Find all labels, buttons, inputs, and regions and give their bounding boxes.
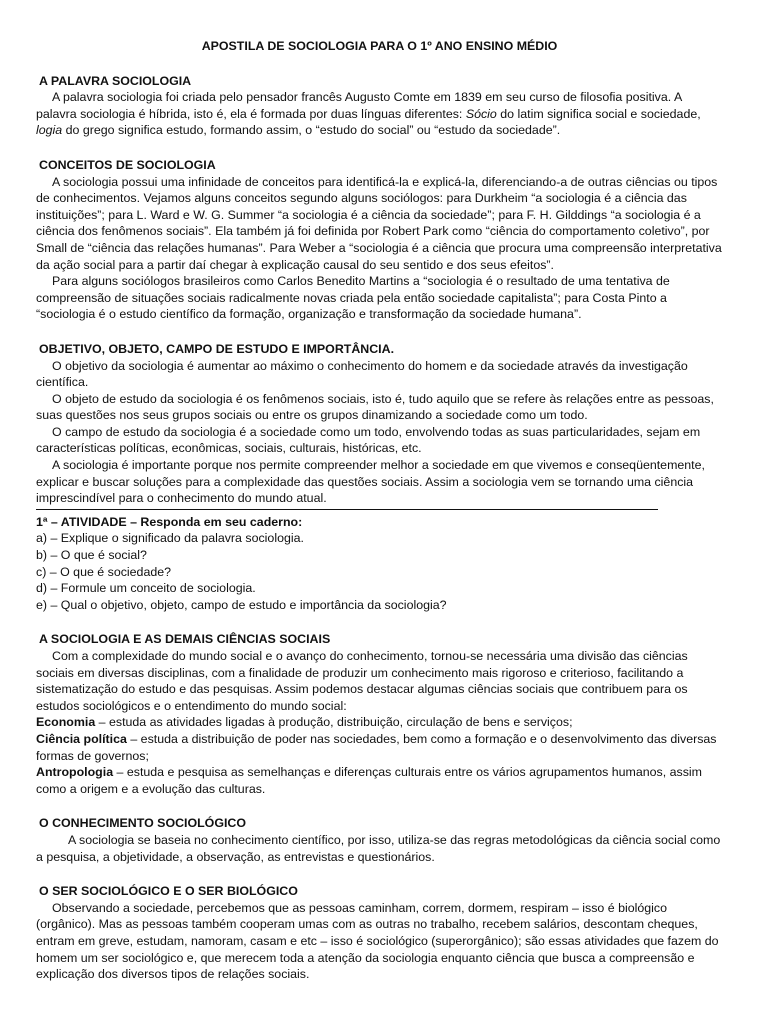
definition-antropologia: Antropologia – estuda e pesquisa as semelhanças e diferenças culturais entre os vários agrupamentos humanos, assim como a origem e a evolução das culturas. (36, 765, 702, 796)
italic-term: Sócio (465, 106, 497, 121)
definition-term: Economia (36, 715, 96, 730)
paragraph: A palavra sociologia foi criada pelo pensador francês Augusto Comte em 1839 em seu curso de filosofia positiva. A palavra sociologia é híbrida, isto é, ela é formada por duas línguas diferentes: Sócio do latim significa social e sociedade, logia do grego significa estudo, formando assim, o “estudo do social” ou “estudo da sociedade”. (36, 90, 701, 138)
activity-item: d) – Formule um conceito de sociologia. (36, 581, 256, 596)
activity-item: b) – O que é social? (36, 548, 147, 563)
section-objetivo (36, 341, 723, 507)
section-heading: OBJETIVO, OBJETO, CAMPO DE ESTUDO E IMPORTÂNCIA. (39, 341, 395, 356)
activity-item: c) – O que é sociedade? (36, 564, 172, 579)
paragraph: O objeto de estudo da sociologia é os fenômenos sociais, isto é, tudo aquilo que se refere às relações entre as pessoas, suas questões nos seus grupos sociais ou entre os grupos dinamizando a sociedade como um todo. (36, 391, 714, 423)
section-heading: A PALAVRA SOCIOLOGIA (39, 73, 192, 88)
definition-ciencia-politica: Ciência política – estuda a distribuição de poder nas sociedades, bem como a formação e o desenvolvimento das diversas formas de governos; (36, 731, 717, 763)
paragraph: A sociologia possui uma infinidade de conceitos para identificá-la e explicá-la, diferenciando-a de outras ciências ou tipos de conhecimentos. Vejamos alguns conceitos segundo alguns sociólogos: para Durkheim “a sociologia é a ciência das instituições”; para L. Ward e W. G. Summer “a sociologia é a ciência da sociedade”; para F. H. Gilddings “a sociologia é a ciência dos fenômenos sociais”. Ela também já foi definida por Robert Park como “ciência do comportamento coletivo”, por Small de “ciência das relações humanas”. Para Weber a “sociologia é a ciência que procura uma compreensão interpretativa da ação social para a partir daí chegar à explicação causal do seu sentido e dos seus efeitos”. (36, 174, 722, 272)
activity-heading: 1ª – ATIVIDADE – Responda em seu caderno: (36, 514, 303, 529)
definition-term: Antropologia (36, 765, 114, 780)
section-ciencias-sociais (36, 631, 723, 797)
paragraph: Com a complexidade do mundo social e o avanço do conhecimento, tornou-se necessária uma divisão das ciências sociais em diversas disciplinas, com a finalidade de produzir um conhecimento mais rigoroso e criterioso, facilitando a sistematização do estudo e das pesquisas. Assim podemos destacar algumas ciências sociais que contribuem para os estudos sociológicos e o entendimento do mundo social: (36, 649, 688, 713)
activity-item: a) – Explique o significado da palavra sociologia. (36, 531, 304, 546)
section-ser-sociologico (36, 883, 723, 983)
definition-term: Ciência política (36, 731, 127, 746)
divider (36, 509, 658, 510)
paragraph: Para alguns sociólogos brasileiros como Carlos Benedito Martins a “sociologia é o resultado de uma tentativa de compreensão de situações sociais radicalmente novas criada pela então sociedade capitalista”; para Costa Pinto a “sociologia é o estudo científico da formação, organização e transformação da sociedade humana”. (36, 274, 670, 322)
paragraph: A sociologia é importante porque nos permite compreender melhor a sociedade em que vivemos e conseqüentemente, explicar e buscar soluções para a complexidade das questões sociais. Assim a sociologia vem se tornando uma ciência imprescindível para o conhecimento do mundo atual. (36, 458, 705, 506)
section-conceitos (36, 157, 723, 323)
section-heading: O SER SOCIOLÓGICO E O SER BIOLÓGICO (39, 884, 298, 899)
section-conhecimento-sociologico (36, 815, 723, 865)
italic-term: logia (36, 123, 63, 138)
activity-block (36, 514, 723, 614)
section-heading: CONCEITOS DE SOCIOLOGIA (39, 157, 216, 172)
definition-economia: Economia – estuda as atividades ligadas à produção, distribuição, circulação de bens e serviços; (36, 715, 573, 730)
section-heading: O CONHECIMENTO SOCIOLÓGICO (39, 816, 246, 831)
paragraph: Observando a sociedade, percebemos que as pessoas caminham, correm, dormem, respiram – isso é biológico (orgânico). Mas as pessoas também cooperam umas com as outras no trabalho, recebem salários, descontam cheques, entram em greve, estudam, namoram, casam e etc – isso é sociológico (superorgânico); são essas atividades que fazem do homem um ser sociológico e, que merecem toda a atenção da sociologia enquanto ciência que busca a compreensão e explicação dos diversos tipos de relações sociais. (36, 900, 719, 982)
activity-item: e) – Qual o objetivo, objeto, campo de estudo e importância da sociologia? (36, 597, 447, 612)
section-palavra-sociologia (36, 73, 723, 139)
paragraph: A sociologia se baseia no conhecimento científico, por isso, utiliza-se das regras metodológicas da ciência social como a pesquisa, a objetividade, a observação, as entrevistas e questionários. (36, 832, 721, 864)
document-title: APOSTILA DE SOCIOLOGIA PARA O 1º ANO ENSINO MÉDIO (201, 39, 558, 53)
paragraph: O objetivo da sociologia é aumentar ao máximo o conhecimento do homem e da sociedade através da investigação científica. (36, 358, 688, 390)
section-heading: A SOCIOLOGIA E AS DEMAIS CIÊNCIAS SOCIAIS (39, 632, 331, 647)
paragraph: O campo de estudo da sociologia é a sociedade como um todo, envolvendo todas as suas particularidades, sejam em características políticas, econômicas, sociais, culturais, históricas, etc. (36, 424, 701, 456)
